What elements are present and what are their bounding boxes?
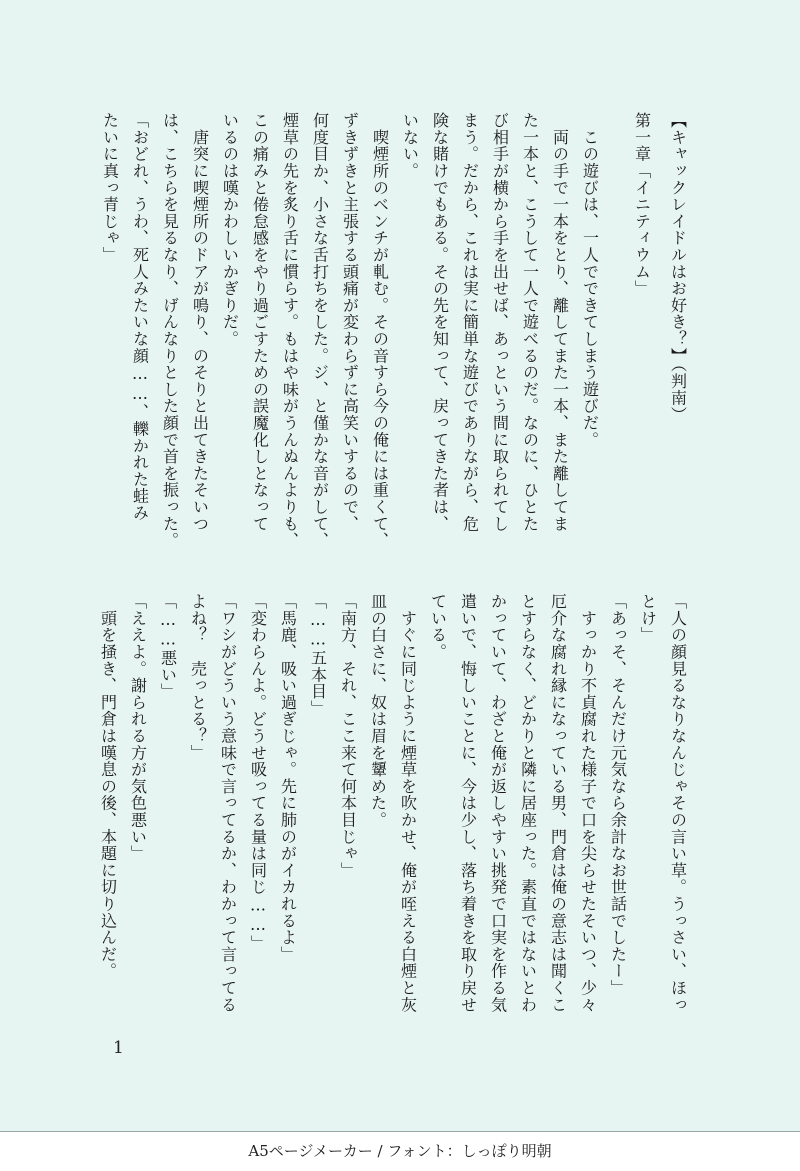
text-line: 「南方、それ、ここ来て何本目じゃ」 — [338, 593, 358, 879]
text-line: いない。 — [400, 112, 420, 180]
page-number: 1 — [113, 1038, 124, 1058]
text-line: 険な賭けでもある。その先を知って、戻ってきた者は、 — [430, 112, 450, 532]
text-line: 何度目か、小さな舌打ちをした。ジ、と僅かな音がして、 — [310, 112, 330, 549]
text-line: 厄介な腐れ縁になっている男、門倉は俺の意志は聞くこ — [548, 593, 568, 1013]
text-line: 「ワシがどういう意味で言ってるか、わかって言ってる — [218, 593, 238, 1013]
text-line: 唐突に喫煙所のドアが鳴り、のそりと出てきたそいつ — [190, 112, 210, 532]
text-line: 「……五本目」 — [308, 593, 328, 717]
text-line: 遣いで、悔しいことに、今は少し、落ち着きを取り戻せ — [458, 593, 478, 1013]
text-line: び相手が横から手を出せば、あっという間に取られてし — [490, 112, 510, 532]
text-line: 「あっそ、そんだけ元気なら余計なお世話でしたー」 — [608, 593, 628, 997]
text-line: 「変わらんよ。どうせ吸ってる量は同じ……」 — [248, 593, 268, 952]
text-line: 「ええよ。謝られる方が気色悪い」 — [128, 593, 148, 862]
text-line: すぐに同じように煙草を吹かせ、俺が咥える白煙と灰 — [398, 593, 418, 1013]
text-line: 「おどれ、うわ、死人みたいな顔……、轢かれた蛙み — [130, 112, 150, 522]
text-line: たいに真っ青じゃ」 — [100, 112, 120, 264]
text-line: は、こちらを見るなり、げんなりとした顔で首を振った。 — [160, 112, 180, 549]
text-line: 「人の顔見るなりなんじゃその言い草。うっさい、ほっ — [668, 593, 688, 1013]
text-line: とすらなく、どかりと隣に居座った。素直ではないとわ — [518, 593, 538, 1013]
text-line: ずきずきと主張する頭痛が変わらずに高笑いするので、 — [340, 112, 360, 532]
text-line: 皿の白さに、奴は眉を顰めた。 — [368, 593, 388, 829]
text-line: すっかり不貞腐れた様子で口を尖らせたそいつ、少々 — [578, 593, 598, 1013]
text-line: 頭を掻き、門倉は嘆息の後、本題に切り込んだ。 — [98, 593, 118, 980]
footer-caption: A5ページメーカー / フォント：しっぽり明朝 — [0, 1132, 800, 1171]
chapter-heading: 第一章「イニティウム」 — [632, 112, 652, 297]
text-line: ている。 — [428, 593, 448, 661]
text-line: いるのは嘆かわしいかぎりだ。 — [220, 112, 240, 348]
text-line: 喫煙所のベンチが軋む。その音すら今の俺には重くて、 — [370, 112, 390, 549]
text-line: この遊びは、一人でできてしまう遊びだ。 — [580, 112, 600, 448]
text-line: とけ」 — [638, 593, 658, 644]
text-line: た一本と、こうして一人で遊べるのだ。なのに、ひとた — [520, 112, 540, 532]
text-line: 「馬鹿、吸い過ぎじゃ。先に肺のがイカれるよ」 — [278, 593, 298, 963]
text-line: 「……悪い」 — [158, 593, 178, 700]
text-line: この痛みと倦怠感をやり過ごすための誤魔化しとなって — [250, 112, 270, 532]
text-line: 両の手で一本をとり、離してまた一本、また離してま — [550, 112, 570, 532]
text-line: よね？ 売っとる？」 — [188, 593, 208, 761]
text-line: 煙草の先を炙り舌に慣らす。もはや味がうんぬんよりも、 — [280, 112, 300, 549]
title-line: 【キャックレイドルはお好き？】（判南） — [668, 112, 688, 424]
text-line: まう。だから、これは実に簡単な遊びでありながら、危 — [460, 112, 480, 532]
text-line: かっていて、わざと俺が返しやすい挑発で口実を作る気 — [488, 593, 508, 1013]
